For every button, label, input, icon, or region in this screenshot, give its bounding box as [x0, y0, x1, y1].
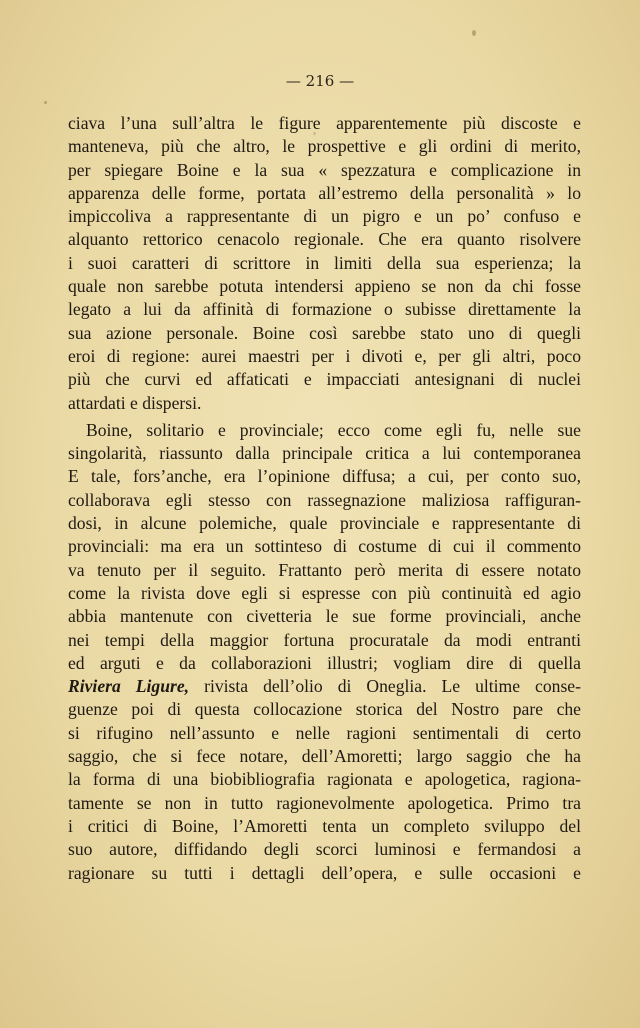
text-line: provinciali: ma era un sottinteso di costume di cui il commento: [68, 536, 581, 557]
text-line: più che curvi ed affaticati e impacciati antesignani di nuclei: [68, 369, 581, 390]
text-line: come la rivista dove egli si espresse con più continuità ed agio: [68, 582, 581, 603]
text-line: suo autore, diffidando degli scorci luminosi e fermandosi a: [68, 839, 581, 860]
text-line: ed arguti e da collaborazioni illustri; vogliam dire di quella: [68, 652, 581, 673]
text-line: va tenuto per il seguito. Frattanto però merita di essere notato: [68, 559, 581, 580]
text-line: alquanto rettorico cenacolo regionale. Che era quanto risolvere: [68, 229, 581, 250]
text-line: attardati e dispersi.: [68, 392, 202, 413]
paper-speck: [44, 101, 47, 104]
text-line: apparenza delle forme, portata all’estremo della personalità » lo: [68, 182, 581, 203]
text-line: dosi, in alcune polemiche, quale provinciale e rappresentante di: [68, 513, 581, 534]
text-line-with-title: [68, 675, 581, 698]
text-line: Boine, solitario e provinciale; ecco come egli fu, nelle sue: [86, 419, 581, 440]
text-line: tamente se non in tutto ragionevolmente apologetica. Primo tra: [68, 792, 581, 813]
text-line: E tale, fors’anche, era l’opinione diffusa; a cui, per conto suo,: [68, 466, 581, 487]
text-line: abbia mantenute con civetteria le sue forme provinciali, anche: [68, 606, 581, 627]
text-line: per spiegare Boine e la sua « spezzatura e complicazione in: [68, 159, 581, 180]
text-line: saggio, che si fece notare, dell’Amoretti; largo saggio che ha: [68, 746, 581, 767]
journal-title: Riviera Ligure,: [68, 676, 190, 697]
text-line: la forma di una biobibliografia ragionata e apologetica, ragiona-: [68, 769, 581, 790]
text-line: legato a lui da affinità di formazione o subisse direttamente la: [68, 299, 581, 320]
text-line: impiccoliva a rappresentante di un pigro e un po’ confuso e: [68, 206, 581, 227]
text-line: sua azione personale. Boine così sarebbe stato uno di quegli: [68, 322, 581, 343]
page-number: — 216 —: [285, 72, 355, 90]
text-line: manteneva, più che altro, le prospettive e gli ordini di merito,: [68, 136, 581, 157]
text-line: ragionare su tutti i dettagli dell’opera, e sulle occasioni e: [68, 862, 581, 883]
text-line: i critici di Boine, l’Amoretti tenta un completo sviluppo del: [68, 815, 581, 836]
text-line: quale non sarebbe potuta intendersi appieno se non da chi fosse: [68, 276, 581, 297]
paragraph-2: [68, 419, 581, 885]
text-line: i suoi caratteri di scrittore in limiti della sua esperienza; la: [68, 252, 581, 273]
text-line: si rifugino nell’assunto e nelle ragioni sentimentali di certo: [68, 722, 581, 743]
text-line: singolarità, riassunto dalla principale critica a lui contemporanea: [68, 443, 581, 464]
text-line: eroi di regione: aurei maestri per i divoti e, per gli altri, poco: [68, 345, 581, 366]
text-line: ciava l’una sull’altra le figure apparentemente più discoste e: [68, 113, 581, 133]
text-line: collaborava egli stesso con rassegnazione maliziosa raffiguran-: [68, 489, 581, 510]
text-line: nei tempi della maggior fortuna procuratale da modi entranti: [68, 629, 581, 650]
text-line-rest: rivista dell’olio di Oneglia. Le ultime conse-: [189, 676, 581, 697]
paragraph-1: [68, 112, 581, 415]
body-text: [68, 112, 581, 885]
paper-speck: [472, 30, 476, 36]
text-line: guenze poi di questa collocazione storica del Nostro pare che: [68, 699, 581, 720]
